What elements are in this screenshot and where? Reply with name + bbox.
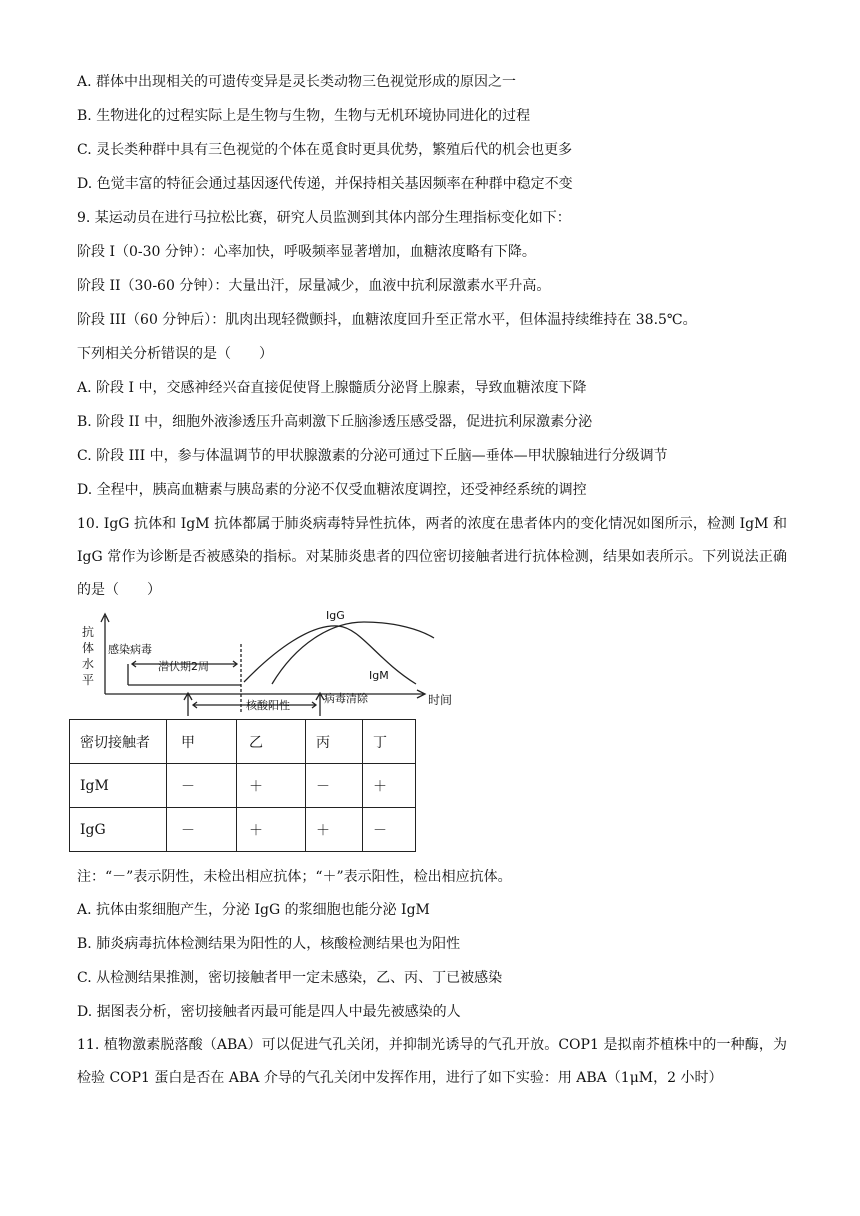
table-row	[70, 808, 416, 852]
q8-option-a: A. 群体中出现相关的可遗传变异是灵长类动物三色视觉形成的原因之一	[77, 74, 517, 90]
table-header-cell: 乙	[237, 720, 306, 764]
q9-option-c: C. 阶段 III 中，参与体温调节的甲状腺激素的分泌可通过下丘脑—垂体—甲状腺轴进行分级调节	[77, 448, 668, 464]
latency-label: 潜伏期2周	[158, 660, 209, 673]
y-label-4: 平	[82, 673, 95, 687]
q9-stage-1: 阶段 I（0-30 分钟）：心率加快，呼吸频率显著增加，血糖浓度略有下降。	[77, 244, 536, 260]
q10-stem: 10. IgG 抗体和 IgM 抗体都属于肺炎病毒特异性抗体，两者的浓度在患者体内的变化情况如图所示，检测 IgM 和 IgG 常作为诊断是否被感染的指标。对某肺炎患者的四位密切接触者进行抗体检测，结果如表所示。下列说法正确的是（ ）	[77, 516, 787, 598]
q9-option-b: B. 阶段 II 中，细胞外液渗透压升高刺激下丘脑渗透压感受器，促进抗利尿激素分泌	[77, 414, 593, 430]
table-header-cell: 丁	[363, 720, 416, 764]
table-cell: ＋	[306, 808, 363, 852]
q9-option-a: A. 阶段 I 中，交感神经兴奋直接促使肾上腺髓质分泌肾上腺素，导致血糖浓度下降	[77, 380, 587, 396]
antibody-result-table	[69, 719, 416, 852]
y-label-2: 体	[82, 641, 95, 655]
table-cell: －	[167, 764, 237, 808]
q11-stem: 11. 植物激素脱落酸（ABA）可以促进气孔关闭，并抑制光诱导的气孔开放。COP1 是拟南芥植株中的一种酶，为检验 COP1 蛋白是否在 ABA 介导的气孔关闭中发挥作用，进行了如下实验：用 ABA（1μM，2 小时）	[77, 1037, 787, 1086]
table-cell: －	[363, 808, 416, 852]
infection-label: 感染病毒	[108, 643, 152, 656]
y-label-3: 水	[82, 657, 95, 671]
table-row	[70, 764, 416, 808]
igg-curve	[244, 626, 416, 684]
q10-option-a: A. 抗体由浆细胞产生，分泌 IgG 的浆细胞也能分泌 IgM	[77, 902, 430, 918]
q8-option-d: D. 色觉丰富的特征会通过基因逐代传递，并保持相关基因频率在种群中稳定不变	[77, 176, 573, 192]
table-header-cell: 甲	[167, 720, 237, 764]
q9-stage-3: 阶段 III（60 分钟后）：肌肉出现轻微颤抖，血糖浓度回升至正常水平，但体温持续维持在 38.5℃。	[77, 312, 697, 328]
table-cell: ＋	[237, 808, 306, 852]
q8-option-c: C. 灵长类种群中具有三色视觉的个体在觅食时更具优势，繁殖后代的机会也更多	[77, 142, 573, 158]
table-header-cell: 密切接触者	[70, 720, 167, 764]
table-cell: －	[167, 808, 237, 852]
table-header-row	[70, 720, 416, 764]
table-note: 注：“－”表示阴性，未检出相应抗体；“＋”表示阳性，检出相应抗体。	[77, 869, 512, 885]
q9-question: 下列相关分析错误的是（ ）	[77, 346, 273, 362]
virus-clear-label: 病毒清除	[324, 692, 368, 705]
igm-label: IgM	[369, 669, 389, 682]
q10-option-c: C. 从检测结果推测，密切接触者甲一定未感染，乙、丙、丁已被感染	[77, 970, 503, 986]
table-header-cell: 丙	[306, 720, 363, 764]
antibody-diagram	[76, 604, 476, 716]
table-cell: IgM	[70, 764, 167, 808]
q10-option-b: B. 肺炎病毒抗体检测结果为阳性的人，核酸检测结果也为阳性	[77, 936, 461, 952]
q8-option-b: B. 生物进化的过程实际上是生物与生物，生物与无机环境协同进化的过程	[77, 108, 531, 124]
q9-stage-2: 阶段 II（30-60 分钟）：大量出汗，尿量减少，血液中抗利尿激素水平升高。	[77, 278, 551, 294]
table-cell: IgG	[70, 808, 167, 852]
igg-label: IgG	[326, 609, 345, 622]
x-label: 时间	[428, 693, 453, 707]
table-cell: －	[306, 764, 363, 808]
q9-option-d: D. 全程中，胰高血糖素与胰岛素的分泌不仅受血糖浓度调控，还受神经系统的调控	[77, 482, 587, 498]
table-cell: ＋	[237, 764, 306, 808]
nucleic-label: 核酸阳性	[246, 699, 290, 712]
q10-option-d: D. 据图表分析，密切接触者丙最可能是四人中最先被感染的人	[77, 1004, 461, 1020]
table-cell: ＋	[363, 764, 416, 808]
q9-stem: 9. 某运动员在进行马拉松比赛，研究人员监测到其体内部分生理指标变化如下：	[77, 210, 571, 226]
y-label-1: 抗	[82, 625, 95, 639]
